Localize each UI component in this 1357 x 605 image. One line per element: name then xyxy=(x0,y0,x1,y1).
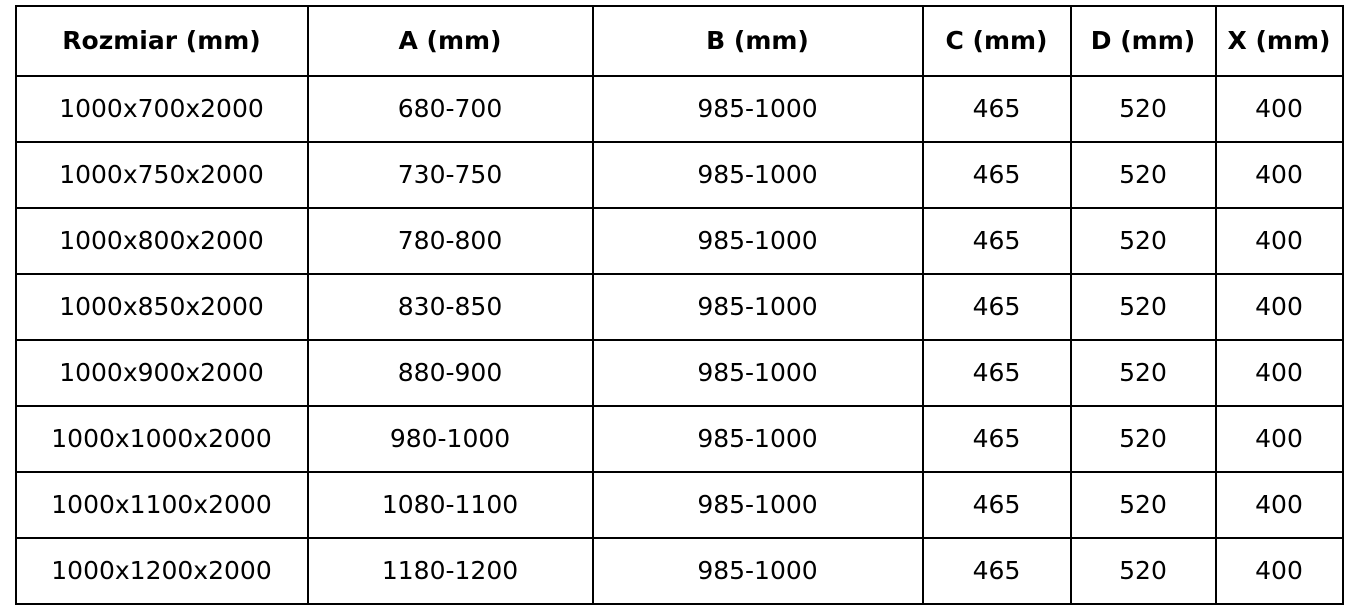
cell-rozmiar: 1000x850x2000 xyxy=(16,274,308,340)
cell-x: 400 xyxy=(1216,538,1343,604)
cell-c: 465 xyxy=(923,406,1071,472)
table-row xyxy=(16,340,1343,406)
cell-c: 465 xyxy=(923,142,1071,208)
cell-rozmiar: 1000x900x2000 xyxy=(16,340,308,406)
column-header-c: C (mm) xyxy=(923,6,1071,76)
table-row xyxy=(16,142,1343,208)
column-header-x: X (mm) xyxy=(1216,6,1343,76)
cell-d: 520 xyxy=(1071,538,1216,604)
cell-a: 880-900 xyxy=(308,340,593,406)
cell-a: 1180-1200 xyxy=(308,538,593,604)
cell-x: 400 xyxy=(1216,142,1343,208)
cell-d: 520 xyxy=(1071,274,1216,340)
cell-b: 985-1000 xyxy=(593,538,923,604)
table-header xyxy=(16,6,1343,76)
column-header-rozmiar: Rozmiar (mm) xyxy=(16,6,308,76)
column-header-a: A (mm) xyxy=(308,6,593,76)
cell-x: 400 xyxy=(1216,274,1343,340)
cell-a: 980-1000 xyxy=(308,406,593,472)
cell-x: 400 xyxy=(1216,340,1343,406)
cell-d: 520 xyxy=(1071,472,1216,538)
cell-d: 520 xyxy=(1071,208,1216,274)
cell-b: 985-1000 xyxy=(593,472,923,538)
cell-c: 465 xyxy=(923,340,1071,406)
table-row xyxy=(16,406,1343,472)
column-header-b: B (mm) xyxy=(593,6,923,76)
cell-x: 400 xyxy=(1216,208,1343,274)
cell-a: 830-850 xyxy=(308,274,593,340)
table-row xyxy=(16,472,1343,538)
cell-a: 730-750 xyxy=(308,142,593,208)
dimensions-table xyxy=(15,5,1344,605)
cell-c: 465 xyxy=(923,76,1071,142)
cell-rozmiar: 1000x750x2000 xyxy=(16,142,308,208)
cell-b: 985-1000 xyxy=(593,142,923,208)
cell-x: 400 xyxy=(1216,76,1343,142)
cell-x: 400 xyxy=(1216,472,1343,538)
cell-a: 1080-1100 xyxy=(308,472,593,538)
cell-a: 780-800 xyxy=(308,208,593,274)
cell-rozmiar: 1000x700x2000 xyxy=(16,76,308,142)
table-body xyxy=(16,76,1343,604)
cell-c: 465 xyxy=(923,538,1071,604)
cell-x: 400 xyxy=(1216,406,1343,472)
table-row xyxy=(16,208,1343,274)
cell-d: 520 xyxy=(1071,340,1216,406)
cell-b: 985-1000 xyxy=(593,76,923,142)
cell-a: 680-700 xyxy=(308,76,593,142)
column-header-d: D (mm) xyxy=(1071,6,1216,76)
cell-c: 465 xyxy=(923,274,1071,340)
cell-b: 985-1000 xyxy=(593,274,923,340)
cell-b: 985-1000 xyxy=(593,208,923,274)
cell-rozmiar: 1000x1200x2000 xyxy=(16,538,308,604)
cell-d: 520 xyxy=(1071,76,1216,142)
cell-c: 465 xyxy=(923,472,1071,538)
table-row xyxy=(16,538,1343,604)
cell-c: 465 xyxy=(923,208,1071,274)
cell-b: 985-1000 xyxy=(593,406,923,472)
table-header-row xyxy=(16,6,1343,76)
table-row xyxy=(16,274,1343,340)
cell-d: 520 xyxy=(1071,406,1216,472)
table-row xyxy=(16,76,1343,142)
cell-rozmiar: 1000x1000x2000 xyxy=(16,406,308,472)
cell-b: 985-1000 xyxy=(593,340,923,406)
cell-rozmiar: 1000x1100x2000 xyxy=(16,472,308,538)
cell-rozmiar: 1000x800x2000 xyxy=(16,208,308,274)
cell-d: 520 xyxy=(1071,142,1216,208)
